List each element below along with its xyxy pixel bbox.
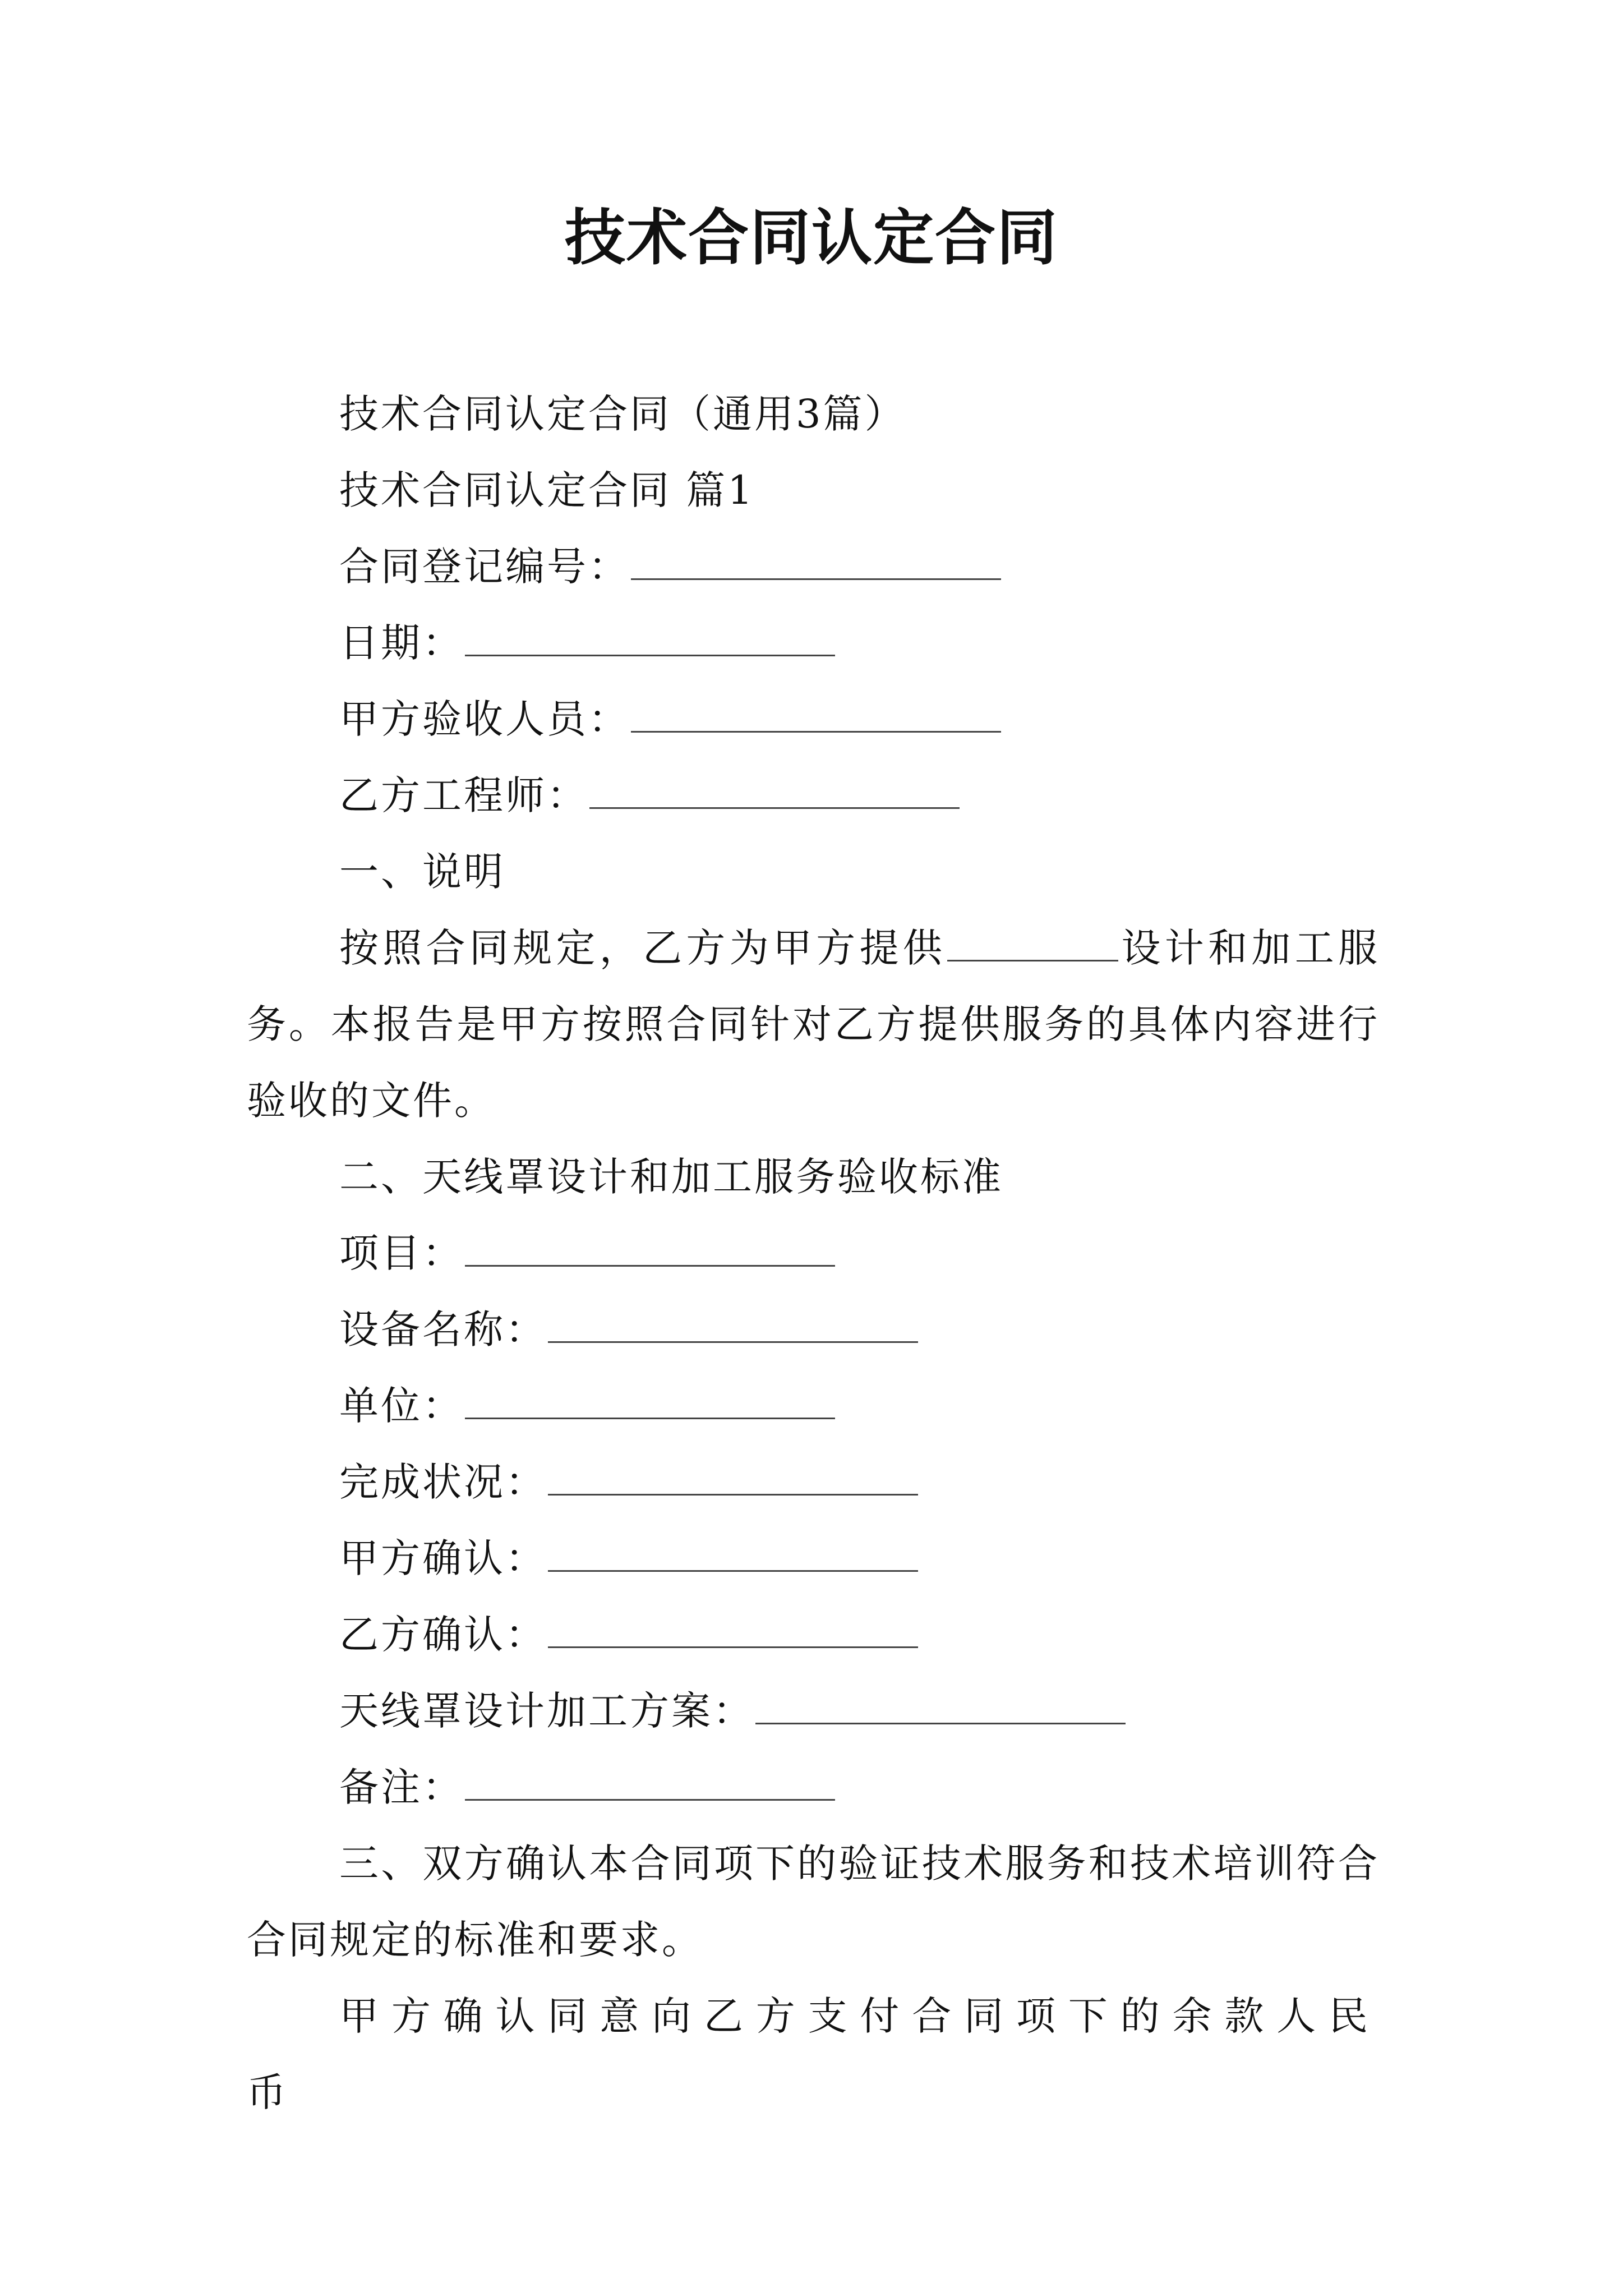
field-label: 甲方验收人员： [339, 696, 630, 742]
fill-in-blank [465, 1415, 835, 1419]
field-label: 日期： [339, 620, 464, 666]
fill-in-blank [631, 576, 1001, 580]
fill-in-blank [548, 1644, 918, 1648]
fill-in-blank [465, 1263, 835, 1267]
completion-status-field [247, 1444, 1380, 1520]
fill-in-blank [548, 1492, 918, 1496]
intro-heading: 技术合同认定合同（通用3篇） [339, 391, 906, 437]
section3-paragraph: 三、双方确认本合同项下的验证技术服务和技术培训符合合同规定的标准和要求。 [247, 1841, 1380, 1963]
party-a-inspector-field [247, 681, 1380, 757]
field-label: 备注： [339, 1764, 464, 1810]
section2-heading: 二、天线罩设计和加工服务验收标准 [339, 1154, 1003, 1200]
section1-heading: 一、说明 [339, 849, 505, 895]
service-fill-in-blank [947, 958, 1118, 961]
project-field [247, 1215, 1380, 1291]
document-body [247, 376, 1380, 2131]
fill-in-blank [548, 1339, 918, 1343]
section1-paragraph [247, 910, 1380, 1139]
field-label: 乙方确认： [339, 1612, 547, 1658]
field-label: 完成状况： [339, 1459, 547, 1505]
section1-text-before: 按照合同规定，乙方为甲方提供 [339, 925, 947, 971]
field-label: 天线罩设计加工方案： [339, 1688, 754, 1734]
field-label: 乙方工程师： [339, 772, 588, 818]
fill-in-blank [465, 652, 835, 656]
party-b-engineer-field [247, 757, 1380, 834]
equipment-name-field [247, 1291, 1380, 1368]
fill-in-blank [465, 1797, 835, 1801]
party-b-confirmation-field [247, 1596, 1380, 1673]
field-label: 甲方确认： [339, 1535, 547, 1581]
field-label: 项目： [339, 1230, 464, 1276]
document-title: 技术合同认定合同 [564, 203, 1058, 273]
party-a-confirmation-field [247, 1520, 1380, 1596]
radome-plan-field [247, 1673, 1380, 1749]
fill-in-blank [548, 1568, 918, 1572]
fill-in-blank [631, 729, 1001, 733]
fill-in-blank [755, 1720, 1126, 1724]
fill-in-blank [589, 805, 960, 809]
date-field [247, 605, 1380, 681]
payment-paragraph: 甲方确认同意向乙方支付合同项下的余款人民币 [247, 1993, 1380, 2115]
remarks-field [247, 1749, 1380, 1825]
field-label: 合同登记编号： [339, 544, 630, 590]
section1-text-after: 设计和加工服务。本报告是甲方按照合同针对乙方提供服务的具体内容进行验收的文件。 [247, 925, 1380, 1124]
registration-number-field [247, 528, 1380, 605]
field-label: 设备名称： [339, 1306, 547, 1352]
part-heading: 技术合同认定合同 篇1 [339, 467, 755, 513]
field-label: 单位： [339, 1383, 464, 1429]
unit-field [247, 1368, 1380, 1444]
